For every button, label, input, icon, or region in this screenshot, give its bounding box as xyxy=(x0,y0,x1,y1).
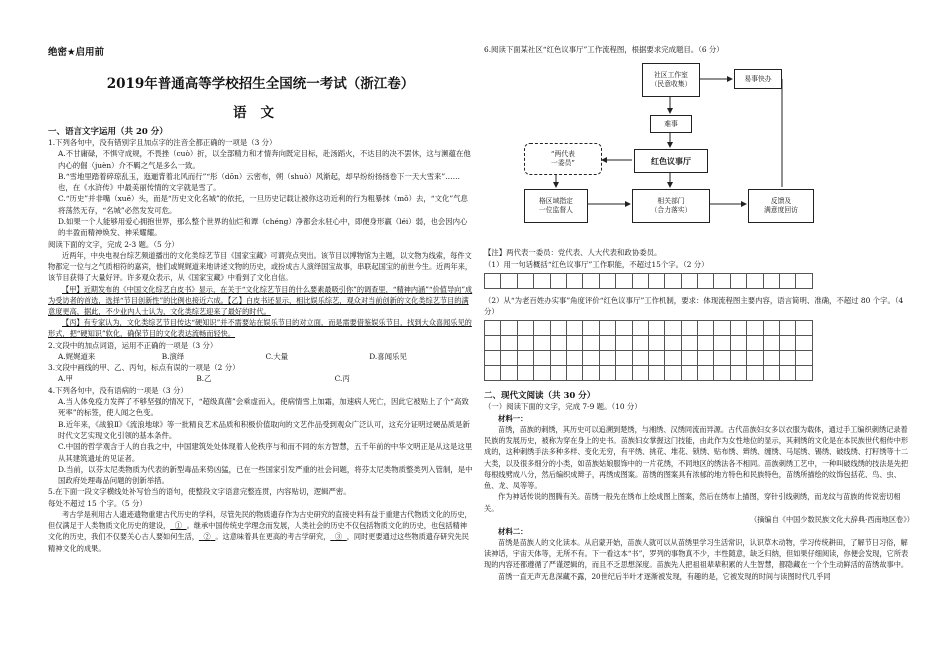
answer-cell[interactable] xyxy=(665,273,681,288)
answer-cell[interactable] xyxy=(681,273,697,288)
q5-stem: 5.在下面一段文字横线处补写恰当的语句，使整段文字语意完整连贯，内容贴切，逻辑严密。 xyxy=(48,487,351,497)
q5-text-4: ，同时更要通过这些物质遗存研究先民精神文化的成果。 xyxy=(48,532,469,553)
answer-cell[interactable] xyxy=(698,366,714,381)
answer-cell[interactable] xyxy=(632,336,648,351)
answer-cell[interactable] xyxy=(763,273,779,288)
answer-cell[interactable] xyxy=(747,321,763,336)
q5-blank-2-label: ② xyxy=(203,532,211,542)
material-1-para-1: 苗绣，苗族的刺绣，其历史可以追溯到楚绣，与湘绣、汉绣同流而异源。古代苗族妇女多以衣服为载体，通过手工编织刺绣记录着民族的发展历史，被称为穿在身上的史书。苗族妇女掌握这门技能，由此作为女性地位的显示，其刺绣的文化是在本民族世代相传中形成的，这种刺绣手法多种多样、变化无穷，有平绣、挑花、堆花、锁绣、贴布绣、辫绣、缠绣、马尾绣、锡绣、破线绣、打籽绣等十二大类，以及很多细分的小类，如苗族姑娘服饰中的一片花绣，不同地区的绣法各不相同。苗族刺绣工艺中，一种叫破线绣的技法是先把每根线劈成八分，然后编织成辫子，再绣成图案。苗绣的图案具有浓郁的地方特色和民族特色，苗绣所描绘的纹饰包括花、鸟、虫、鱼、龙、凤等等。 xyxy=(484,425,909,491)
answer-cell[interactable] xyxy=(485,336,501,351)
q5-blank-3[interactable] xyxy=(330,532,346,541)
answer-cell[interactable] xyxy=(501,321,517,336)
flow-node-hard: 难事 xyxy=(650,115,692,133)
answer-cell[interactable] xyxy=(583,366,599,381)
answer-cell[interactable] xyxy=(599,336,615,351)
q4-option-a: A.当人体免疫力发挥了不够坚强的情况下，“超级真菌”会乘虚而入，使病情雪上加霜，加速病人死亡，因此它被贴上了个“高致死率”的标签，使人闻之色变。 xyxy=(58,397,469,418)
passage-para-1: 近两年，中央电视台综艺频道播出的文化类综艺节目《国家宝藏》可谓亮点突出。该节目以博物馆为主题，以文物为线索，每件文物都定一位与之气质相符的嘉宾，他们或娓娓道来地讲述文物的历史，或扮成古人演绎国宝故事，串联起国宝的前世今生。近两年来，该节目获得了大量好评。许多观众表示，从《国家宝藏》中看到了文化自信。 xyxy=(48,250,473,283)
q1-option-b: B.“雪地里踏着碎琼乱玉，迤逦背着北风而行”“彤（dōn）云密布，朔（shuò）风渐起，却早纷纷扬扬卷下一天大雪来”……也，在《水浒传》中最美丽传情的文字就是雪了。 xyxy=(58,171,460,193)
answer-cell[interactable] xyxy=(632,351,648,366)
answer-cell[interactable] xyxy=(747,336,763,351)
q3-stem: 3.文段中画线的甲、乙、丙句，标点有误的一项是（2 分） xyxy=(48,363,240,373)
answer-cell[interactable] xyxy=(698,351,714,366)
answer-cell[interactable] xyxy=(616,351,632,366)
q5-blank-3-label: ③ xyxy=(334,532,343,542)
flowchart xyxy=(484,59,914,247)
answer-grid-row xyxy=(485,321,813,336)
flow-node-easy: 易事快办 xyxy=(734,69,782,89)
answer-cell[interactable] xyxy=(534,351,550,366)
answer-cell[interactable] xyxy=(648,366,664,381)
answer-cell[interactable] xyxy=(730,336,746,351)
answer-cell[interactable] xyxy=(780,351,796,366)
flow-node-workstation: 社区工作室 （民意收集） xyxy=(642,63,700,97)
q5-note: 每处不超过 15 个字。（5 分） xyxy=(48,498,147,508)
answer-cell[interactable] xyxy=(501,351,517,366)
answer-cell[interactable] xyxy=(714,366,730,381)
answer-cell[interactable] xyxy=(583,321,599,336)
material-1-source: （摘编自《中国少数民族文化大辞典·西南地区卷》） xyxy=(750,514,914,524)
answer-cell[interactable] xyxy=(583,273,599,288)
answer-cell[interactable] xyxy=(796,351,812,366)
q6-part-2: （2）从“为老百姓办实事”角度评价“红色议事厅”工作机制，要求：体现流程图主要内容，语言简明、准确，不超过 80 个字。（4 分） xyxy=(484,295,904,317)
answer-cell[interactable] xyxy=(550,351,566,366)
subject-title: 语文 xyxy=(233,105,288,121)
answer-cell[interactable] xyxy=(534,321,550,336)
answer-cell[interactable] xyxy=(616,321,632,336)
q1-option-d: D.如果一个人能够用爱心拥抱世界，那么整个世界的仙烂和谭（chéng）净都会永驻心中，即便身形羸（léi）弱，也会因内心的丰盈而精神焕发、神采耀耀。 xyxy=(58,217,468,238)
answer-cell[interactable] xyxy=(714,273,730,288)
answer-cell[interactable] xyxy=(599,321,615,336)
flow-node-reps: “两代表 一委员” xyxy=(524,143,602,175)
answer-cell[interactable] xyxy=(648,321,664,336)
q2-option-d: D.喜闻乐见 xyxy=(369,351,407,361)
material-2-title: 材料二： xyxy=(498,526,528,536)
answer-cell[interactable] xyxy=(517,273,533,288)
answer-cell[interactable] xyxy=(599,351,615,366)
answer-cell[interactable] xyxy=(796,366,812,381)
q1-option-c: C.“历史”并非嘴（xuē）头，而是“历史文化名城”的依托，一旦历史记载让被你这功近利的行为粗暴抹（mǒ）去，“文化”气息将荡然无存，“名城”必然发发可危。 xyxy=(58,194,468,215)
answer-cell[interactable] xyxy=(681,366,697,381)
q6-stem: 6.阅读下面某社区“红色议事厅”工作流程图，根据要求完成题目。（6 分） xyxy=(484,45,724,54)
answer-cell[interactable] xyxy=(485,273,501,288)
answer-cell[interactable] xyxy=(550,321,566,336)
answer-cell[interactable] xyxy=(517,336,533,351)
answer-cell[interactable] xyxy=(796,321,812,336)
q1-stem: 1.下列各句中，没有错别字且加点字的注音全都正确的一项是（3 分） xyxy=(48,138,277,147)
answer-cell[interactable] xyxy=(566,336,582,351)
answer-cell[interactable] xyxy=(698,321,714,336)
flow-node-grid: 格区域指定 一位监督人 xyxy=(524,189,588,223)
answer-cell[interactable] xyxy=(665,351,681,366)
answer-cell[interactable] xyxy=(730,366,746,381)
flow-node-center: 红色议事厅 xyxy=(634,149,708,173)
q5-text-2: 。继承中国传统史学理念而发展，人类社会的历史不仅包括物质文化的历史，也包括精神文化的历史，我们不仅要关心古人要如何生活， xyxy=(48,521,467,542)
answer-cell[interactable] xyxy=(763,366,779,381)
passage-para-3: 【丙】有专家认为，文化类综艺节目传达“硬知识”并不需要站在娱乐节目的对立面，而是需要借鉴娱乐节目，找到大众喜闻乐见的形式，把“硬知识”软化，确保节目的文化表达流畅而轻快。 xyxy=(48,318,472,339)
answer-cell[interactable] xyxy=(780,321,796,336)
flow-note: 【注】两代表一委员：党代表、人大代表和政协委员。 xyxy=(484,248,662,258)
q4-option-d: D.当前，以芬太尼类物质为代表的新型毒品来势凶猛，已在一些国家引发严重的社会问题，将芬太尼类物质整类列入管制，是中国政府处理毒品问题的创新举措。 xyxy=(58,464,473,486)
answer-cell[interactable] xyxy=(698,273,714,288)
answer-grid-row xyxy=(485,336,813,351)
answer-cell[interactable] xyxy=(616,273,632,288)
answer-cell[interactable] xyxy=(714,321,730,336)
q5-blank-1-label: ① xyxy=(174,521,182,531)
answer-cell[interactable] xyxy=(763,351,779,366)
answer-cell[interactable] xyxy=(698,336,714,351)
answer-cell[interactable] xyxy=(780,273,796,288)
q3-option-b: B.乙 xyxy=(196,374,212,384)
read-intro: 阅读下面的文字，完成 2-3 题。（5 分） xyxy=(48,239,179,249)
q5-text-1: 考古学是利用古人遗迹遗物重建古代历史的学科，尽管先民的物质遗存作为古史研究的直接史料有益于重建古代物质文化的历史，但仅满足于人类物质文化历史的建设， xyxy=(48,510,472,531)
section-heading-2: 二、现代文阅读（共 30 分） xyxy=(484,391,596,402)
q5-text-3: 。这意味着具在更高的考古学研究， xyxy=(215,532,331,542)
q3-option-a: A.甲 xyxy=(58,374,74,384)
q5-blank-2[interactable] xyxy=(199,532,215,541)
answer-cell[interactable] xyxy=(665,321,681,336)
q5-text xyxy=(48,509,473,554)
answer-cell[interactable] xyxy=(616,336,632,351)
material-1-para-2: 作为神话传说的图腾有关。苗绣一般先在绣布上绘成图上图案，然后在绣布上描图，穿针引线刺绣，而龙纹与苗族的传说密切相关。 xyxy=(484,492,901,513)
answer-cell[interactable] xyxy=(566,366,582,381)
answer-cell[interactable] xyxy=(517,351,533,366)
answer-cell[interactable] xyxy=(485,366,501,381)
answer-grid-row xyxy=(485,273,813,288)
material-2-para-1: 苗绣是苗族人的文化读本。从启蒙开始，苗族人就可以从苗绣里学习生活常识，认识草木动物，学习传统耕田，了解节日习俗，解读神话，宇宙天体等，无所不有。下一看这本“书”，罗列的事物真不少，丰性随意，缺乏归纳，但如果仔细阅读，你便会发现，它所表现的内容还都遵循了严谨逻辑的，而且不乏思想深度。苗族先人把祖祖辈辈积累的人生智慧，都隐藏在一个个生动鲜活的苗绣故事中。 xyxy=(484,538,909,570)
answer-grid-row xyxy=(485,351,813,366)
exam-title: 2019年普通高等学校招生全国统一考试（浙江卷） xyxy=(106,76,415,92)
q2-options xyxy=(48,351,473,362)
q3-options xyxy=(48,373,473,384)
answer-cell[interactable] xyxy=(796,336,812,351)
q1-option-a: A.不甘庸碌，不惧守成规，不畏挫（cuò）折，以全部精力和才情奔向既定目标，赴汤蹈火，不达目的决不罢休，这与濒蕴在他内心的倔（juèn）介不羁之气是多么一致。 xyxy=(58,149,471,170)
answer-cell[interactable] xyxy=(517,321,533,336)
answer-cell[interactable] xyxy=(747,351,763,366)
answer-cell[interactable] xyxy=(501,336,517,351)
q2-stem: 2.文段中的加点词语，运用不正确的一项是（3 分） xyxy=(48,340,218,350)
answer-cell[interactable] xyxy=(763,336,779,351)
answer-cell[interactable] xyxy=(616,366,632,381)
q3-option-c: C.丙 xyxy=(334,374,350,384)
answer-cell[interactable] xyxy=(714,336,730,351)
q4-option-c: C.中国的哲学观含于人的自我之中，中国建筑处处体现着人伦秩序与和而不同的东方智慧，五千年前的中华文明正是从这是这里从其建筑遗址的见证者。 xyxy=(58,442,473,463)
answer-cell[interactable] xyxy=(747,366,763,381)
answer-cell[interactable] xyxy=(534,366,550,381)
q5-blank-1[interactable] xyxy=(170,521,186,530)
answer-cell[interactable] xyxy=(632,366,648,381)
flow-node-feedback: 反馈及 满意度回访 xyxy=(748,189,814,223)
answer-cell[interactable] xyxy=(730,351,746,366)
answer-cell[interactable] xyxy=(632,273,648,288)
answer-cell[interactable] xyxy=(796,273,812,288)
read2-intro: （一）阅读下面的文字，完成 7-9 题。（10 分） xyxy=(484,402,642,412)
answer-cell[interactable] xyxy=(681,351,697,366)
answer-cell[interactable] xyxy=(501,366,517,381)
answer-cell[interactable] xyxy=(730,273,746,288)
right-column xyxy=(484,44,914,582)
answer-cell[interactable] xyxy=(485,321,501,336)
answer-cell[interactable] xyxy=(648,336,664,351)
q4-stem: 4.下列各句中，没有语病的一项是（3 分） xyxy=(48,385,188,395)
answer-cell[interactable] xyxy=(665,366,681,381)
answer-cell[interactable] xyxy=(550,273,566,288)
answer-cell[interactable] xyxy=(681,336,697,351)
answer-cell[interactable] xyxy=(534,273,550,288)
answer-cell[interactable] xyxy=(747,273,763,288)
q4-option-b: B.近年来，《战狼Ⅱ》《流浪地球》等一批精良艺术品质和积极价值取向的文艺作品受到观众广泛认可，这充分证明过硬品质是新时代文艺实现文化引领的基本条件。 xyxy=(58,419,470,440)
answer-cell[interactable] xyxy=(730,321,746,336)
answer-cell[interactable] xyxy=(566,321,582,336)
answer-cell[interactable] xyxy=(780,366,796,381)
left-column xyxy=(48,44,473,554)
answer-cell[interactable] xyxy=(517,366,533,381)
flow-node-dept: 相关部门 （合力落实） xyxy=(632,189,710,223)
answer-cell[interactable] xyxy=(550,336,566,351)
answer-grid-2[interactable] xyxy=(484,320,813,381)
material-1-title: 材料一： xyxy=(498,413,528,423)
secret-label: 绝密★启用前 xyxy=(48,47,105,58)
answer-cell[interactable] xyxy=(681,321,697,336)
q2-option-b: B.演绎 xyxy=(161,351,185,361)
answer-cell[interactable] xyxy=(714,351,730,366)
passage-para-2: 【甲】近期发布的《中国文化综艺白皮书》显示，在关于“文化综艺节目的什么要素最吸引你”的调查里，“精神内涵”“价值导向”成为受访者的首选，选择“节目创新性”的比例也接近六成。【乙】白皮书还显示，相比娱乐综艺，观众对当前创新的文化类综艺节目的满意度更高，据此，不少业内人士认为，文化类综艺迎来了最好的时代。 xyxy=(48,284,473,316)
section-heading-1: 一、语言文字运用（共 20 分） xyxy=(48,127,168,137)
answer-cell[interactable] xyxy=(550,366,566,381)
answer-cell[interactable] xyxy=(648,351,664,366)
answer-grid-1[interactable] xyxy=(484,273,813,289)
q6-part-1: （1）用一句话概括“红色议事厅”工作职能，不超过15个字。（2 分） xyxy=(484,259,709,269)
answer-cell[interactable] xyxy=(648,273,664,288)
answer-cell[interactable] xyxy=(599,273,615,288)
answer-cell[interactable] xyxy=(534,336,550,351)
answer-cell[interactable] xyxy=(501,273,517,288)
material-2-para-2: 苗绣一直无声无息深藏不露，20世纪后半叶才逐渐被发现，有趣的是，它被发现的时间与读图时代几乎同 xyxy=(498,571,831,581)
answer-cell[interactable] xyxy=(566,351,582,366)
q2-option-a: A.娓娓道来 xyxy=(58,351,96,361)
q2-option-c: C.大量 xyxy=(265,351,289,361)
answer-cell[interactable] xyxy=(780,336,796,351)
answer-cell[interactable] xyxy=(583,351,599,366)
answer-grid-row xyxy=(485,366,813,381)
answer-cell[interactable] xyxy=(665,336,681,351)
answer-cell[interactable] xyxy=(632,321,648,336)
answer-cell[interactable] xyxy=(485,351,501,366)
answer-cell[interactable] xyxy=(763,321,779,336)
answer-cell[interactable] xyxy=(599,366,615,381)
answer-cell[interactable] xyxy=(583,336,599,351)
answer-cell[interactable] xyxy=(566,273,582,288)
